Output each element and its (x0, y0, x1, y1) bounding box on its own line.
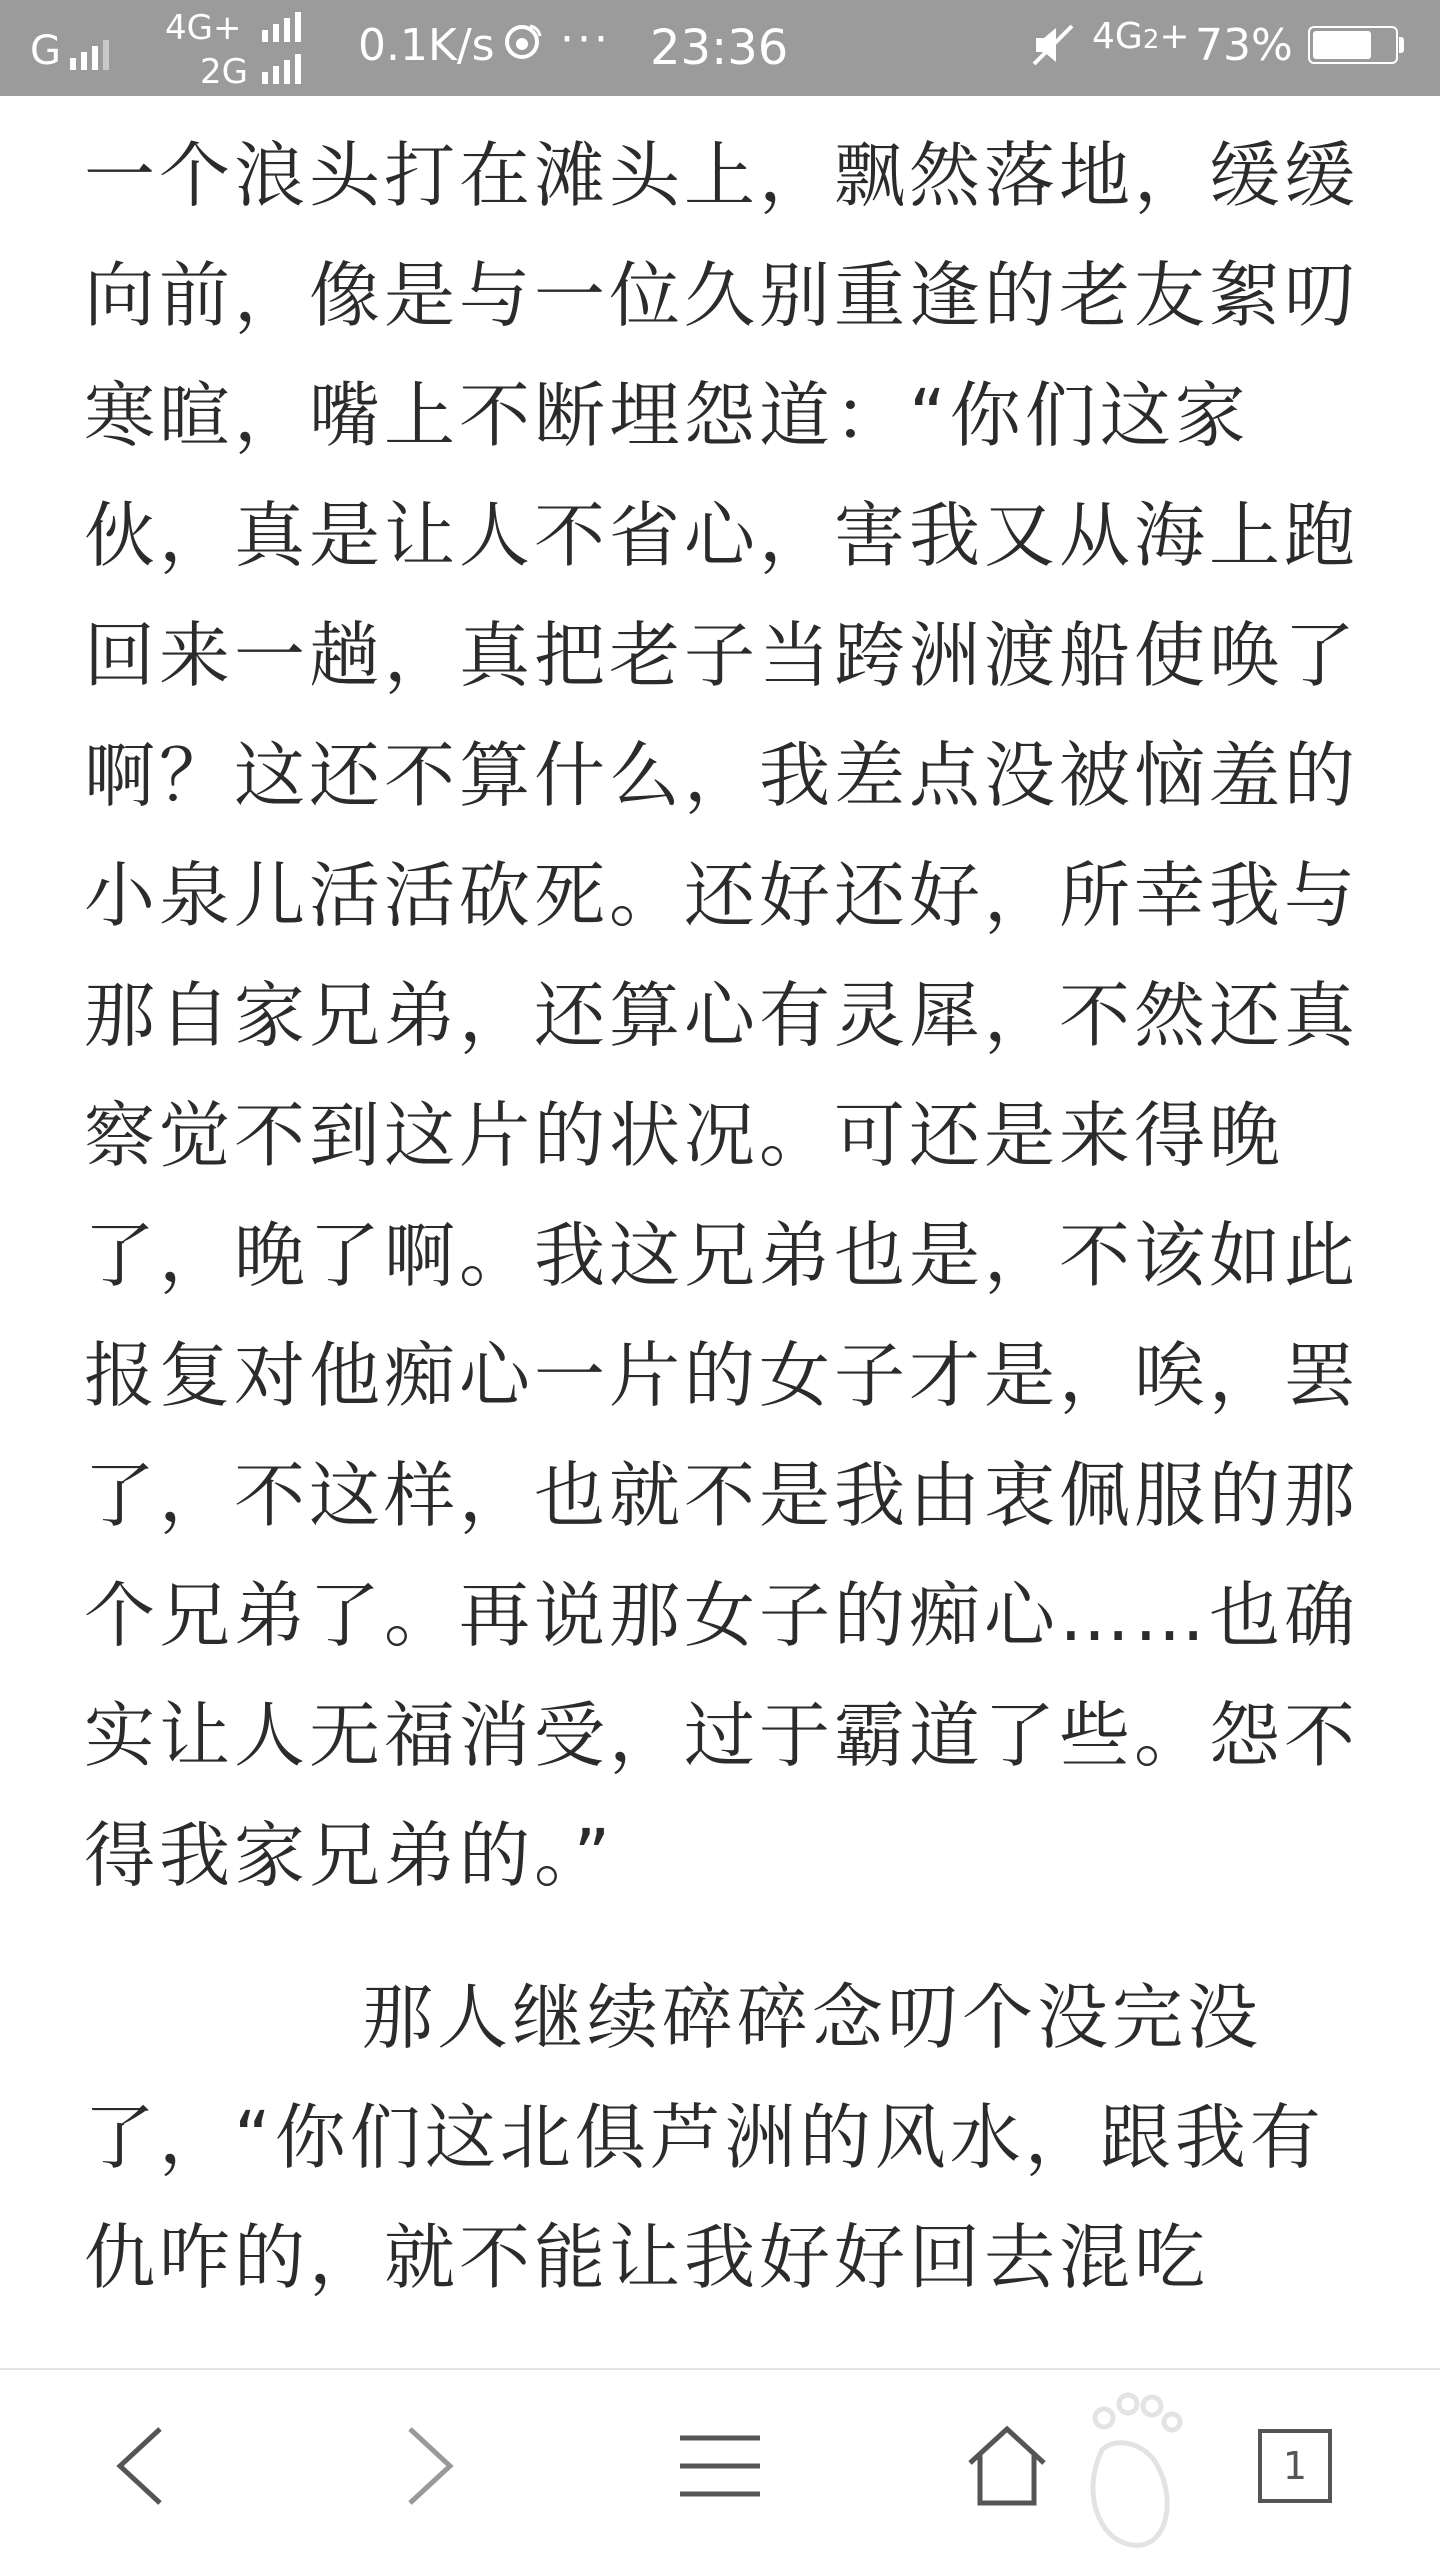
home-icon (962, 2421, 1052, 2511)
more-notifications-icon: ··· (560, 14, 611, 65)
battery-percent: 73% (1195, 20, 1293, 71)
chevron-right-icon (395, 2421, 465, 2511)
network-type-top: 4G+ (165, 8, 242, 48)
battery-level-fill (1313, 31, 1371, 59)
tabs-icon (1255, 2426, 1335, 2506)
weibo-icon (500, 20, 544, 64)
menu-button[interactable] (630, 2370, 810, 2562)
mute-icon (1030, 22, 1076, 68)
signal-icon (262, 12, 301, 42)
paragraph: 一个浪头打在滩头上，飘然落地，缓缓向前，像是与一位久别重逢的老友絮叨寒暄，嘴上不断埋怨道：“你们这家伙，真是让人不省心，害我又从海上跑回来一趟，真把老子当跨洲渡船使唤了啊？这还不算什么，我差点没被恼羞的小泉儿活活砍死。还好还好，所幸我与那自家兄弟，还算心有灵犀，不然还真察觉不到这片的状况。可还是来得晚了，晚了啊。我这兄弟也是，不该如此报复对他痴心一片的女子才是，唉，罢了，不这样，也就不是我由衷佩服的那个兄弟了。再说那女子的痴心……也确实让人无福消受，过于霸道了些。怨不得我家兄弟的。” (84, 134, 1360, 1897)
chevron-left-icon (105, 2421, 175, 2511)
forward-button[interactable] (340, 2370, 520, 2562)
network-speed: 0.1K/s (358, 20, 495, 71)
tabs-button[interactable] (1205, 2370, 1385, 2562)
tabs-count: 1 (1282, 2444, 1308, 2488)
signal-icon (70, 40, 109, 70)
status-bar (0, 0, 1440, 96)
paragraph: 那人继续碎碎念叨个没完没了，“你们这北俱芦洲的风水，跟我有仇咋的，就不能让我好好回去混吃 (84, 1976, 1325, 2299)
reader-content (84, 116, 1384, 2318)
signal-icon (262, 54, 301, 84)
battery-icon (1308, 26, 1404, 64)
browser-toolbar (0, 2368, 1440, 2562)
network-type-bottom: 2G (200, 52, 248, 92)
lte-indicator: 4G2+ (1092, 16, 1190, 57)
menu-icon (675, 2426, 765, 2506)
carrier-g-label: G (30, 28, 61, 74)
footprint-watermark-icon (1062, 2380, 1192, 2560)
clock: 23:36 (650, 20, 789, 76)
back-button[interactable] (50, 2370, 230, 2562)
